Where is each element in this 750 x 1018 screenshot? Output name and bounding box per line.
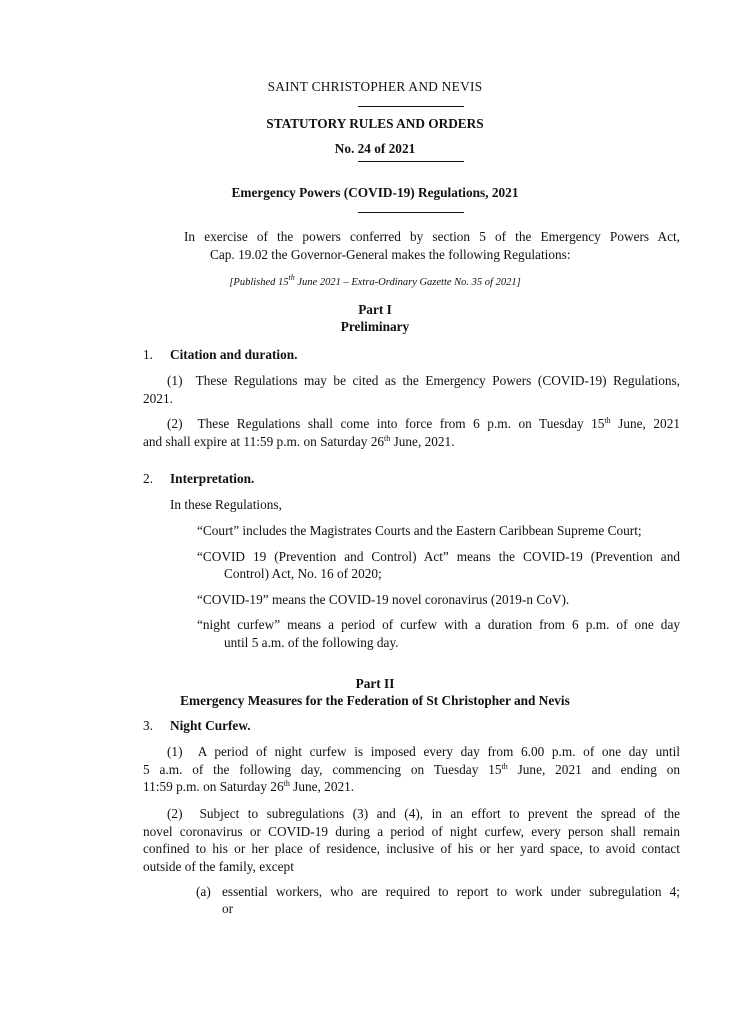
item-a-line-2: or <box>222 901 234 916</box>
part-2-label: Part II <box>355 676 395 691</box>
intro-line-2: Cap. 19.02 the Governor-General makes the following Regulations: <box>210 247 571 262</box>
definition-covid-19: “COVID-19” means the COVID-19 novel coronavirus (2019-n CoV). <box>197 592 570 607</box>
definition-covid-act-line-2: Control) Act, No. 16 of 2020; <box>224 566 382 581</box>
part-1-title: Preliminary <box>340 319 410 334</box>
section-3-heading: Night Curfew. <box>170 718 251 733</box>
header-rule-2 <box>358 161 464 162</box>
section-3-para-1-line-2: 5 a.m. of the following day, commencing on Tuesday 15th June, 2021 and ending on <box>143 762 680 777</box>
published-note: [Published 15th June 2021 – Extra-Ordinary Gazette No. 35 of 2021] <box>229 273 521 288</box>
section-1-heading: Citation and duration. <box>170 347 298 362</box>
section-1-para-1-line-1: (1) These Regulations may be cited as the Emergency Powers (COVID-19) Regulations, <box>167 373 680 388</box>
section-1-number: 1. <box>143 347 153 362</box>
order-number: No. 24 of 2021 <box>334 141 416 156</box>
country-name: SAINT CHRISTOPHER AND NEVIS <box>267 79 483 94</box>
section-1-para-2-line-1: (2) These Regulations shall come into force from 6 p.m. on Tuesday 15th June, 2021 <box>167 416 680 431</box>
section-3-para-2-line-4: outside of the family, except <box>143 859 294 874</box>
definition-court: “Court” includes the Magistrates Courts and the Eastern Caribbean Supreme Court; <box>197 523 642 538</box>
definition-covid-act-line-1: “COVID 19 (Prevention and Control) Act” means the COVID-19 (Prevention and <box>197 549 680 564</box>
section-1-para-1-line-2: 2021. <box>143 391 173 406</box>
section-3-para-2-line-1: (2) Subject to subregulations (3) and (4), in an effort to prevent the spread of the <box>167 806 680 821</box>
section-3-para-1-line-3: 11:59 p.m. on Saturday 26th June, 2021. <box>143 779 355 794</box>
section-3-para-2-line-2: novel coronavirus or COVID-19 during a period of night curfew, every person shall remain <box>143 824 680 839</box>
intro-line-1: In exercise of the powers conferred by section 5 of the Emergency Powers Act, <box>184 229 680 244</box>
item-a-line-1: essential workers, who are required to report to work under subregulation 4; <box>222 884 680 899</box>
part-2-title: Emergency Measures for the Federation of St Christopher and Nevis <box>180 693 570 708</box>
regulations-title: Emergency Powers (COVID-19) Regulations, 2021 <box>231 185 519 200</box>
section-1-para-2-line-2: and shall expire at 11:59 p.m. on Saturday 26th June, 2021. <box>143 434 455 449</box>
definition-night-curfew-line-2: until 5 a.m. of the following day. <box>224 635 399 650</box>
section-2-lead: In these Regulations, <box>170 497 282 512</box>
section-3-para-2-line-3: confined to his or her place of residence, inclusive of his or her yard space, to avoid contact <box>143 841 680 856</box>
section-3-para-1-line-1: (1) A period of night curfew is imposed every day from 6.00 p.m. of one day until <box>167 744 680 759</box>
section-3-number: 3. <box>143 718 153 733</box>
section-2-heading: Interpretation. <box>170 471 255 486</box>
part-1-label: Part I <box>358 302 392 317</box>
header-rule-3 <box>358 212 464 213</box>
section-2-number: 2. <box>143 471 153 486</box>
header-rule-1 <box>358 106 464 107</box>
item-a-label: (a) <box>196 884 211 899</box>
definition-night-curfew-line-1: “night curfew” means a period of curfew with a duration from 6 p.m. of one day <box>197 617 680 632</box>
series-title: STATUTORY RULES AND ORDERS <box>266 116 484 131</box>
